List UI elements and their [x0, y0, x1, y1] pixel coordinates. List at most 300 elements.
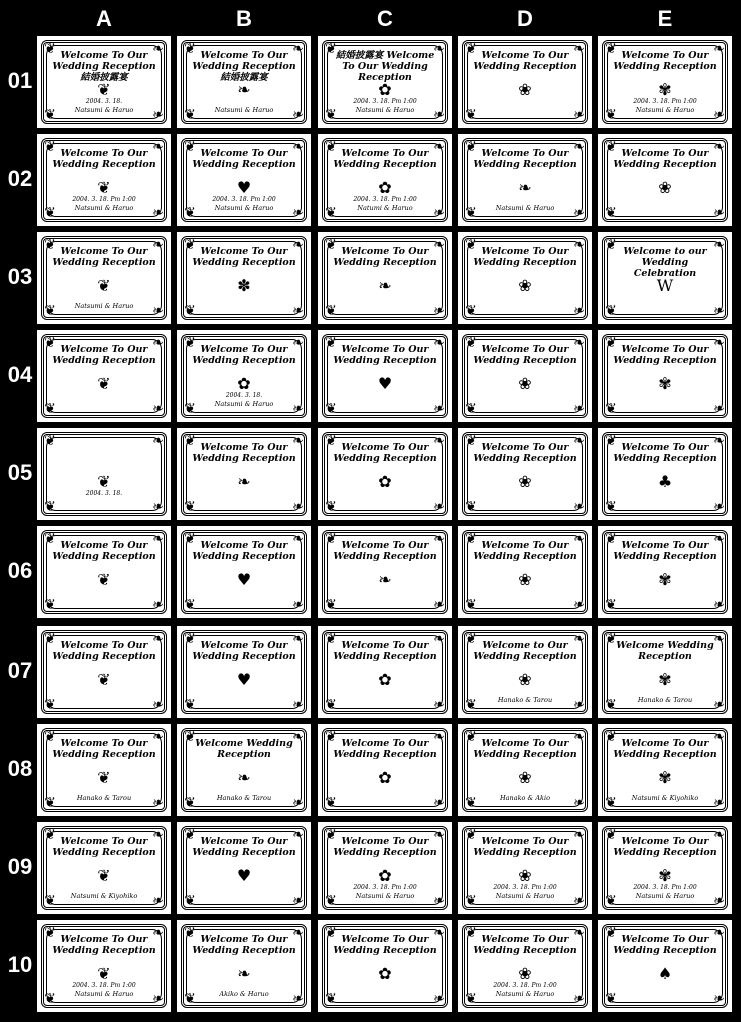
- flower-motif-icon: ✾: [658, 670, 672, 689]
- template-card[interactable]: [318, 134, 452, 226]
- template-card[interactable]: [598, 626, 732, 718]
- card-date: 2004. 3. 18. Pm 1:00: [353, 98, 417, 105]
- flower-motif-icon: ❧: [378, 570, 392, 589]
- template-card[interactable]: [598, 822, 732, 914]
- card-date: 2004. 3. 18. Pm 1:00: [353, 884, 417, 891]
- corner-ornament-icon: ❧: [152, 991, 164, 1007]
- corner-ornament-icon: ❦: [184, 991, 196, 1007]
- corner-ornament-icon: ❧: [573, 107, 585, 123]
- corner-ornament-icon: ❧: [292, 729, 304, 745]
- corner-ornament-icon: ❧: [152, 795, 164, 811]
- corner-ornament-icon: ❦: [325, 303, 337, 319]
- corner-ornament-icon: ❦: [325, 433, 337, 449]
- corner-ornament-icon: ❦: [465, 697, 477, 713]
- corner-ornament-icon: ❧: [573, 991, 585, 1007]
- card-title: Welcome To Our Wedding Reception 結婚披露宴: [192, 50, 296, 83]
- flower-motif-icon: ♥: [236, 670, 252, 689]
- template-card[interactable]: [318, 724, 452, 816]
- flower-motif-icon: W: [656, 276, 674, 295]
- template-card[interactable]: [177, 330, 311, 422]
- corner-ornament-icon: ❦: [44, 499, 56, 515]
- template-card[interactable]: [598, 330, 732, 422]
- corner-ornament-icon: ❦: [465, 827, 477, 843]
- corner-ornament-icon: ❦: [605, 107, 617, 123]
- card-names: Hanako & Akio: [499, 794, 550, 802]
- card-names: Natsumi & Kiyohiko: [70, 892, 138, 900]
- flower-motif-icon: ✿: [378, 964, 392, 983]
- flower-motif-icon: ✿: [237, 374, 251, 393]
- template-card[interactable]: [177, 822, 311, 914]
- card-title: Welcome To Our Wedding Reception: [333, 148, 437, 170]
- corner-ornament-icon: ❧: [152, 139, 164, 155]
- flower-motif-icon: ❦: [97, 472, 111, 491]
- flower-motif-icon: ✾: [658, 80, 672, 99]
- card-title: Welcome To Our Wedding Reception: [192, 934, 296, 956]
- template-card[interactable]: [177, 232, 311, 324]
- row-header: 04: [7, 362, 33, 387]
- corner-ornament-icon: ❧: [433, 107, 445, 123]
- corner-ornament-icon: ❦: [325, 401, 337, 417]
- flower-motif-icon: ❀: [518, 670, 532, 689]
- corner-ornament-icon: ❧: [152, 433, 164, 449]
- card-title: Welcome To Our Wedding Reception: [613, 836, 717, 858]
- corner-ornament-icon: ❧: [433, 729, 445, 745]
- corner-ornament-icon: ❧: [433, 499, 445, 515]
- corner-ornament-icon: ❧: [292, 893, 304, 909]
- template-card[interactable]: [177, 724, 311, 816]
- corner-ornament-icon: ❦: [184, 499, 196, 515]
- corner-ornament-icon: ❧: [152, 303, 164, 319]
- card-names: Natsumi & Haruo: [635, 892, 695, 900]
- column-header: E: [657, 6, 673, 31]
- card-title: Welcome to our Wedding Celebration: [623, 246, 707, 279]
- corner-ornament-icon: ❧: [573, 531, 585, 547]
- corner-ornament-icon: ❦: [325, 893, 337, 909]
- flower-motif-icon: ❧: [518, 178, 532, 197]
- template-card[interactable]: [318, 330, 452, 422]
- corner-ornament-icon: ❦: [44, 827, 56, 843]
- corner-ornament-icon: ❦: [465, 303, 477, 319]
- corner-ornament-icon: ❦: [465, 41, 477, 57]
- corner-ornament-icon: ❦: [44, 335, 56, 351]
- card-title: Welcome To Our Wedding Reception: [333, 640, 437, 662]
- corner-ornament-icon: ❧: [292, 433, 304, 449]
- corner-ornament-icon: ❧: [433, 303, 445, 319]
- corner-ornament-icon: ❦: [465, 237, 477, 253]
- corner-ornament-icon: ❦: [44, 303, 56, 319]
- column-header: C: [377, 6, 393, 31]
- card-title: Welcome To Our Wedding Reception: [473, 442, 577, 464]
- template-card[interactable]: [37, 134, 171, 226]
- template-card[interactable]: [458, 330, 592, 422]
- corner-ornament-icon: ❦: [465, 499, 477, 515]
- corner-ornament-icon: ❦: [184, 925, 196, 941]
- corner-ornament-icon: ❦: [465, 139, 477, 155]
- corner-ornament-icon: ❧: [433, 139, 445, 155]
- template-card[interactable]: [458, 232, 592, 324]
- corner-ornament-icon: ❦: [325, 795, 337, 811]
- card-date: 2004. 3. 18. Pm 1:00: [72, 196, 136, 203]
- card-title: Welcome To Our Wedding Reception: [333, 836, 437, 858]
- template-card[interactable]: [458, 526, 592, 618]
- row-header: 06: [7, 558, 33, 583]
- card-title: Welcome To Our Wedding Reception: [613, 50, 717, 72]
- corner-ornament-icon: ❧: [433, 991, 445, 1007]
- corner-ornament-icon: ❧: [573, 631, 585, 647]
- corner-ornament-icon: ❧: [292, 991, 304, 1007]
- flower-motif-icon: ❀: [518, 472, 532, 491]
- flower-motif-icon: ❀: [518, 80, 532, 99]
- corner-ornament-icon: ❦: [605, 433, 617, 449]
- corner-ornament-icon: ❦: [465, 531, 477, 547]
- flower-motif-icon: ❀: [658, 178, 672, 197]
- corner-ornament-icon: ❧: [713, 925, 725, 941]
- card-title: Welcome To Our Wedding Reception 結婚披露宴: [52, 50, 156, 83]
- card-names: Natsumi & Haruo: [74, 302, 134, 310]
- card-date: 2004. 3. 18.: [225, 392, 263, 399]
- corner-ornament-icon: ❧: [152, 925, 164, 941]
- corner-ornament-icon: ❧: [713, 597, 725, 613]
- card-title: Welcome To Our Wedding Reception: [333, 344, 437, 366]
- template-card[interactable]: [37, 526, 171, 618]
- corner-ornament-icon: ❦: [184, 795, 196, 811]
- card-date: 2004. 3. 18. Pm 1:00: [353, 196, 417, 203]
- corner-ornament-icon: ❧: [713, 433, 725, 449]
- template-card[interactable]: [37, 626, 171, 718]
- corner-ornament-icon: ❧: [292, 597, 304, 613]
- card-names: Natsumi & Haruo: [495, 204, 555, 212]
- corner-ornament-icon: ❧: [573, 433, 585, 449]
- card-title: Welcome To Our Wedding Reception: [192, 344, 296, 366]
- card-date: 2004. 3. 18.: [85, 98, 123, 105]
- card-names: Natsumi & Haruo: [74, 990, 134, 998]
- corner-ornament-icon: ❦: [184, 303, 196, 319]
- template-card[interactable]: [37, 920, 171, 1012]
- corner-ornament-icon: ❦: [44, 893, 56, 909]
- corner-ornament-icon: ❦: [605, 335, 617, 351]
- card-title: Welcome To Our Wedding Reception: [52, 640, 156, 662]
- corner-ornament-icon: ❦: [325, 597, 337, 613]
- corner-ornament-icon: ❧: [292, 107, 304, 123]
- corner-ornament-icon: ❦: [605, 925, 617, 941]
- template-card[interactable]: [318, 428, 452, 520]
- template-card[interactable]: [318, 36, 452, 128]
- card-title: Welcome To Our Wedding Reception: [192, 540, 296, 562]
- corner-ornament-icon: ❧: [292, 41, 304, 57]
- flower-motif-icon: ✿: [378, 768, 392, 787]
- corner-ornament-icon: ❦: [605, 631, 617, 647]
- card-date: 2004. 3. 18.: [85, 490, 123, 497]
- corner-ornament-icon: ❦: [605, 499, 617, 515]
- flower-motif-icon: ❀: [518, 768, 532, 787]
- flower-motif-icon: ✾: [658, 570, 672, 589]
- flower-motif-icon: ❀: [518, 866, 532, 885]
- card-title: Welcome Wedding Reception: [616, 640, 714, 662]
- corner-ornament-icon: ❧: [573, 139, 585, 155]
- flower-motif-icon: ✽: [237, 276, 251, 295]
- template-card[interactable]: [318, 232, 452, 324]
- corner-ornament-icon: ❧: [292, 205, 304, 221]
- corner-ornament-icon: ❧: [713, 401, 725, 417]
- template-card[interactable]: [458, 36, 592, 128]
- flower-motif-icon: ♥: [236, 866, 252, 885]
- template-card[interactable]: [598, 36, 732, 128]
- card-names: Natsumi & Haruo: [635, 106, 695, 114]
- template-card[interactable]: [177, 526, 311, 618]
- corner-ornament-icon: ❧: [433, 597, 445, 613]
- corner-ornament-icon: ❦: [465, 401, 477, 417]
- corner-ornament-icon: ❧: [292, 401, 304, 417]
- template-card[interactable]: [177, 626, 311, 718]
- corner-ornament-icon: ❧: [292, 303, 304, 319]
- template-card[interactable]: [318, 822, 452, 914]
- template-card[interactable]: [318, 626, 452, 718]
- corner-ornament-icon: ❦: [184, 433, 196, 449]
- template-card[interactable]: [458, 134, 592, 226]
- corner-ornament-icon: ❧: [292, 237, 304, 253]
- corner-ornament-icon: ❧: [152, 631, 164, 647]
- corner-ornament-icon: ❦: [184, 107, 196, 123]
- corner-ornament-icon: ❦: [184, 729, 196, 745]
- template-card[interactable]: [598, 920, 732, 1012]
- card-names: Hanako & Tarou: [216, 794, 272, 802]
- template-card[interactable]: [177, 36, 311, 128]
- corner-ornament-icon: ❧: [573, 41, 585, 57]
- corner-ornament-icon: ❦: [605, 597, 617, 613]
- corner-ornament-icon: ❦: [325, 335, 337, 351]
- card-title: Welcome To Our Wedding Reception: [52, 540, 156, 562]
- corner-ornament-icon: ❦: [465, 597, 477, 613]
- corner-ornament-icon: ❦: [605, 991, 617, 1007]
- corner-ornament-icon: ❧: [292, 925, 304, 941]
- corner-ornament-icon: ❧: [433, 925, 445, 941]
- column-header: D: [517, 6, 533, 31]
- flower-motif-icon: ❧: [237, 80, 251, 99]
- corner-ornament-icon: ❧: [152, 401, 164, 417]
- corner-ornament-icon: ❧: [573, 237, 585, 253]
- template-card[interactable]: [177, 134, 311, 226]
- corner-ornament-icon: ❦: [605, 893, 617, 909]
- template-card[interactable]: [598, 526, 732, 618]
- card-names: Hanako & Tarou: [497, 696, 553, 704]
- corner-ornament-icon: ❦: [325, 531, 337, 547]
- card-title: Welcome To Our Wedding Reception: [473, 934, 577, 956]
- corner-ornament-icon: ❧: [292, 697, 304, 713]
- card-names: Hanako & Tarou: [76, 794, 132, 802]
- corner-ornament-icon: ❧: [573, 597, 585, 613]
- row-header: 07: [7, 658, 33, 683]
- corner-ornament-icon: ❦: [465, 107, 477, 123]
- card-title: Welcome To Our Wedding Reception: [192, 836, 296, 858]
- template-card[interactable]: [37, 36, 171, 128]
- flower-motif-icon: ❦: [97, 768, 111, 787]
- template-card[interactable]: [37, 330, 171, 422]
- corner-ornament-icon: ❧: [152, 893, 164, 909]
- card-names: Natsumi & Haruo: [495, 990, 555, 998]
- flower-motif-icon: ✾: [658, 866, 672, 885]
- template-card[interactable]: [37, 428, 171, 520]
- corner-ornament-icon: ❧: [292, 631, 304, 647]
- flower-motif-icon: ❦: [97, 964, 111, 983]
- flower-motif-icon: ♣: [657, 472, 673, 491]
- corner-ornament-icon: ❧: [713, 827, 725, 843]
- corner-ornament-icon: ❧: [573, 729, 585, 745]
- corner-ornament-icon: ❦: [465, 991, 477, 1007]
- template-card[interactable]: [177, 920, 311, 1012]
- corner-ornament-icon: ❦: [465, 631, 477, 647]
- card-title: Welcome To Our Wedding Reception: [333, 246, 437, 268]
- corner-ornament-icon: ❦: [325, 205, 337, 221]
- template-card[interactable]: [458, 920, 592, 1012]
- flower-motif-icon: ❧: [378, 276, 392, 295]
- corner-ornament-icon: ❧: [433, 237, 445, 253]
- corner-ornament-icon: ❧: [713, 107, 725, 123]
- corner-ornament-icon: ❦: [325, 41, 337, 57]
- template-card[interactable]: [458, 724, 592, 816]
- template-card[interactable]: [318, 526, 452, 618]
- card-title: Welcome To Our Wedding Reception: [473, 540, 577, 562]
- corner-ornament-icon: ❧: [292, 139, 304, 155]
- flower-motif-icon: ✿: [378, 472, 392, 491]
- corner-ornament-icon: ❦: [184, 335, 196, 351]
- corner-ornament-icon: ❧: [433, 631, 445, 647]
- card-title: Welcome To Our Wedding Reception: [333, 934, 437, 956]
- corner-ornament-icon: ❧: [713, 499, 725, 515]
- corner-ornament-icon: ❧: [152, 335, 164, 351]
- corner-ornament-icon: ❦: [465, 925, 477, 941]
- card-title: Welcome To Our Wedding Reception: [613, 442, 717, 464]
- template-card[interactable]: [598, 724, 732, 816]
- corner-ornament-icon: ❧: [573, 335, 585, 351]
- flower-motif-icon: ✿: [378, 178, 392, 197]
- card-names: Natsumi & Haruo: [355, 892, 415, 900]
- card-names: Natsumi & Haruo: [495, 892, 555, 900]
- corner-ornament-icon: ❦: [465, 335, 477, 351]
- flower-motif-icon: ❦: [97, 374, 111, 393]
- template-card[interactable]: [318, 920, 452, 1012]
- corner-ornament-icon: ❦: [44, 729, 56, 745]
- corner-ornament-icon: ❧: [433, 893, 445, 909]
- corner-ornament-icon: ❦: [44, 925, 56, 941]
- corner-ornament-icon: ❦: [44, 139, 56, 155]
- template-card[interactable]: [458, 822, 592, 914]
- card-title: Welcome to Our Wedding Reception: [473, 640, 577, 662]
- corner-ornament-icon: ❦: [605, 139, 617, 155]
- row-header: 02: [7, 166, 33, 191]
- corner-ornament-icon: ❧: [152, 827, 164, 843]
- corner-ornament-icon: ❦: [184, 893, 196, 909]
- corner-ornament-icon: ❦: [184, 697, 196, 713]
- corner-ornament-icon: ❧: [713, 893, 725, 909]
- row-header: 09: [7, 854, 33, 879]
- corner-ornament-icon: ❦: [184, 237, 196, 253]
- card-title: Welcome To Our Wedding Reception: [52, 148, 156, 170]
- flower-motif-icon: ❧: [237, 964, 251, 983]
- corner-ornament-icon: ❦: [605, 795, 617, 811]
- card-title: Welcome To Our Wedding Reception: [613, 540, 717, 562]
- corner-ornament-icon: ❧: [433, 41, 445, 57]
- flower-motif-icon: ✿: [378, 866, 392, 885]
- template-card[interactable]: [458, 626, 592, 718]
- card-title: Welcome To Our Wedding Reception: [613, 148, 717, 170]
- corner-ornament-icon: ❧: [433, 827, 445, 843]
- corner-ornament-icon: ❧: [152, 107, 164, 123]
- flower-motif-icon: ✾: [658, 374, 672, 393]
- flower-motif-icon: ✿: [378, 670, 392, 689]
- corner-ornament-icon: ❦: [184, 631, 196, 647]
- corner-ornament-icon: ❧: [152, 41, 164, 57]
- corner-ornament-icon: ❧: [713, 205, 725, 221]
- template-card[interactable]: [458, 428, 592, 520]
- template-card[interactable]: [177, 428, 311, 520]
- flower-motif-icon: ❀: [518, 570, 532, 589]
- flower-motif-icon: ❀: [518, 276, 532, 295]
- corner-ornament-icon: ❧: [152, 729, 164, 745]
- corner-ornament-icon: ❧: [713, 729, 725, 745]
- card-title: Welcome To Our Wedding Reception: [192, 640, 296, 662]
- corner-ornament-icon: ❦: [465, 893, 477, 909]
- corner-ornament-icon: ❦: [465, 795, 477, 811]
- template-card[interactable]: [37, 724, 171, 816]
- corner-ornament-icon: ❦: [325, 631, 337, 647]
- card-title: Welcome To Our Wedding Reception: [473, 246, 577, 268]
- card-names: Natsumi & Kiyohiko: [631, 794, 699, 802]
- corner-ornament-icon: ❦: [605, 401, 617, 417]
- flower-motif-icon: ❦: [97, 178, 111, 197]
- flower-motif-icon: ❧: [237, 768, 251, 787]
- corner-ornament-icon: ❧: [433, 433, 445, 449]
- card-date: 2004. 3. 18. Pm 1:00: [633, 884, 697, 891]
- column-header: B: [236, 6, 252, 31]
- corner-ornament-icon: ❦: [325, 729, 337, 745]
- corner-ornament-icon: ❦: [605, 303, 617, 319]
- card-title: Welcome To Our Wedding Reception: [613, 738, 717, 760]
- corner-ornament-icon: ❧: [433, 401, 445, 417]
- corner-ornament-icon: ❦: [184, 401, 196, 417]
- corner-ornament-icon: ❦: [325, 499, 337, 515]
- template-card[interactable]: [598, 232, 732, 324]
- card-title: Welcome To Our Wedding Reception: [52, 934, 156, 956]
- corner-ornament-icon: ❦: [465, 433, 477, 449]
- row-header: 01: [7, 68, 33, 93]
- template-card[interactable]: [37, 822, 171, 914]
- corner-ornament-icon: ❧: [433, 697, 445, 713]
- flower-motif-icon: ❦: [97, 276, 111, 295]
- card-names: Natsumi & Haruo: [355, 106, 415, 114]
- corner-ornament-icon: ❦: [44, 631, 56, 647]
- corner-ornament-icon: ❧: [152, 531, 164, 547]
- corner-ornament-icon: ❧: [713, 335, 725, 351]
- corner-ornament-icon: ❧: [292, 531, 304, 547]
- corner-ornament-icon: ❦: [605, 205, 617, 221]
- corner-ornament-icon: ❧: [152, 597, 164, 613]
- corner-ornament-icon: ❦: [465, 729, 477, 745]
- corner-ornament-icon: ❦: [605, 531, 617, 547]
- corner-ornament-icon: ❧: [573, 697, 585, 713]
- corner-ornament-icon: ❦: [465, 205, 477, 221]
- corner-ornament-icon: ❦: [184, 41, 196, 57]
- corner-ornament-icon: ❦: [44, 237, 56, 253]
- card-names: Natsumi & Haruo: [214, 400, 274, 408]
- template-card[interactable]: [37, 232, 171, 324]
- column-header: A: [96, 6, 112, 31]
- card-title: Welcome To Our Wedding Reception: [613, 344, 717, 366]
- flower-motif-icon: ❦: [97, 80, 111, 99]
- template-card[interactable]: [598, 428, 732, 520]
- corner-ornament-icon: ❧: [573, 499, 585, 515]
- card-title: Welcome To Our Wedding Reception: [473, 50, 577, 72]
- template-card[interactable]: [598, 134, 732, 226]
